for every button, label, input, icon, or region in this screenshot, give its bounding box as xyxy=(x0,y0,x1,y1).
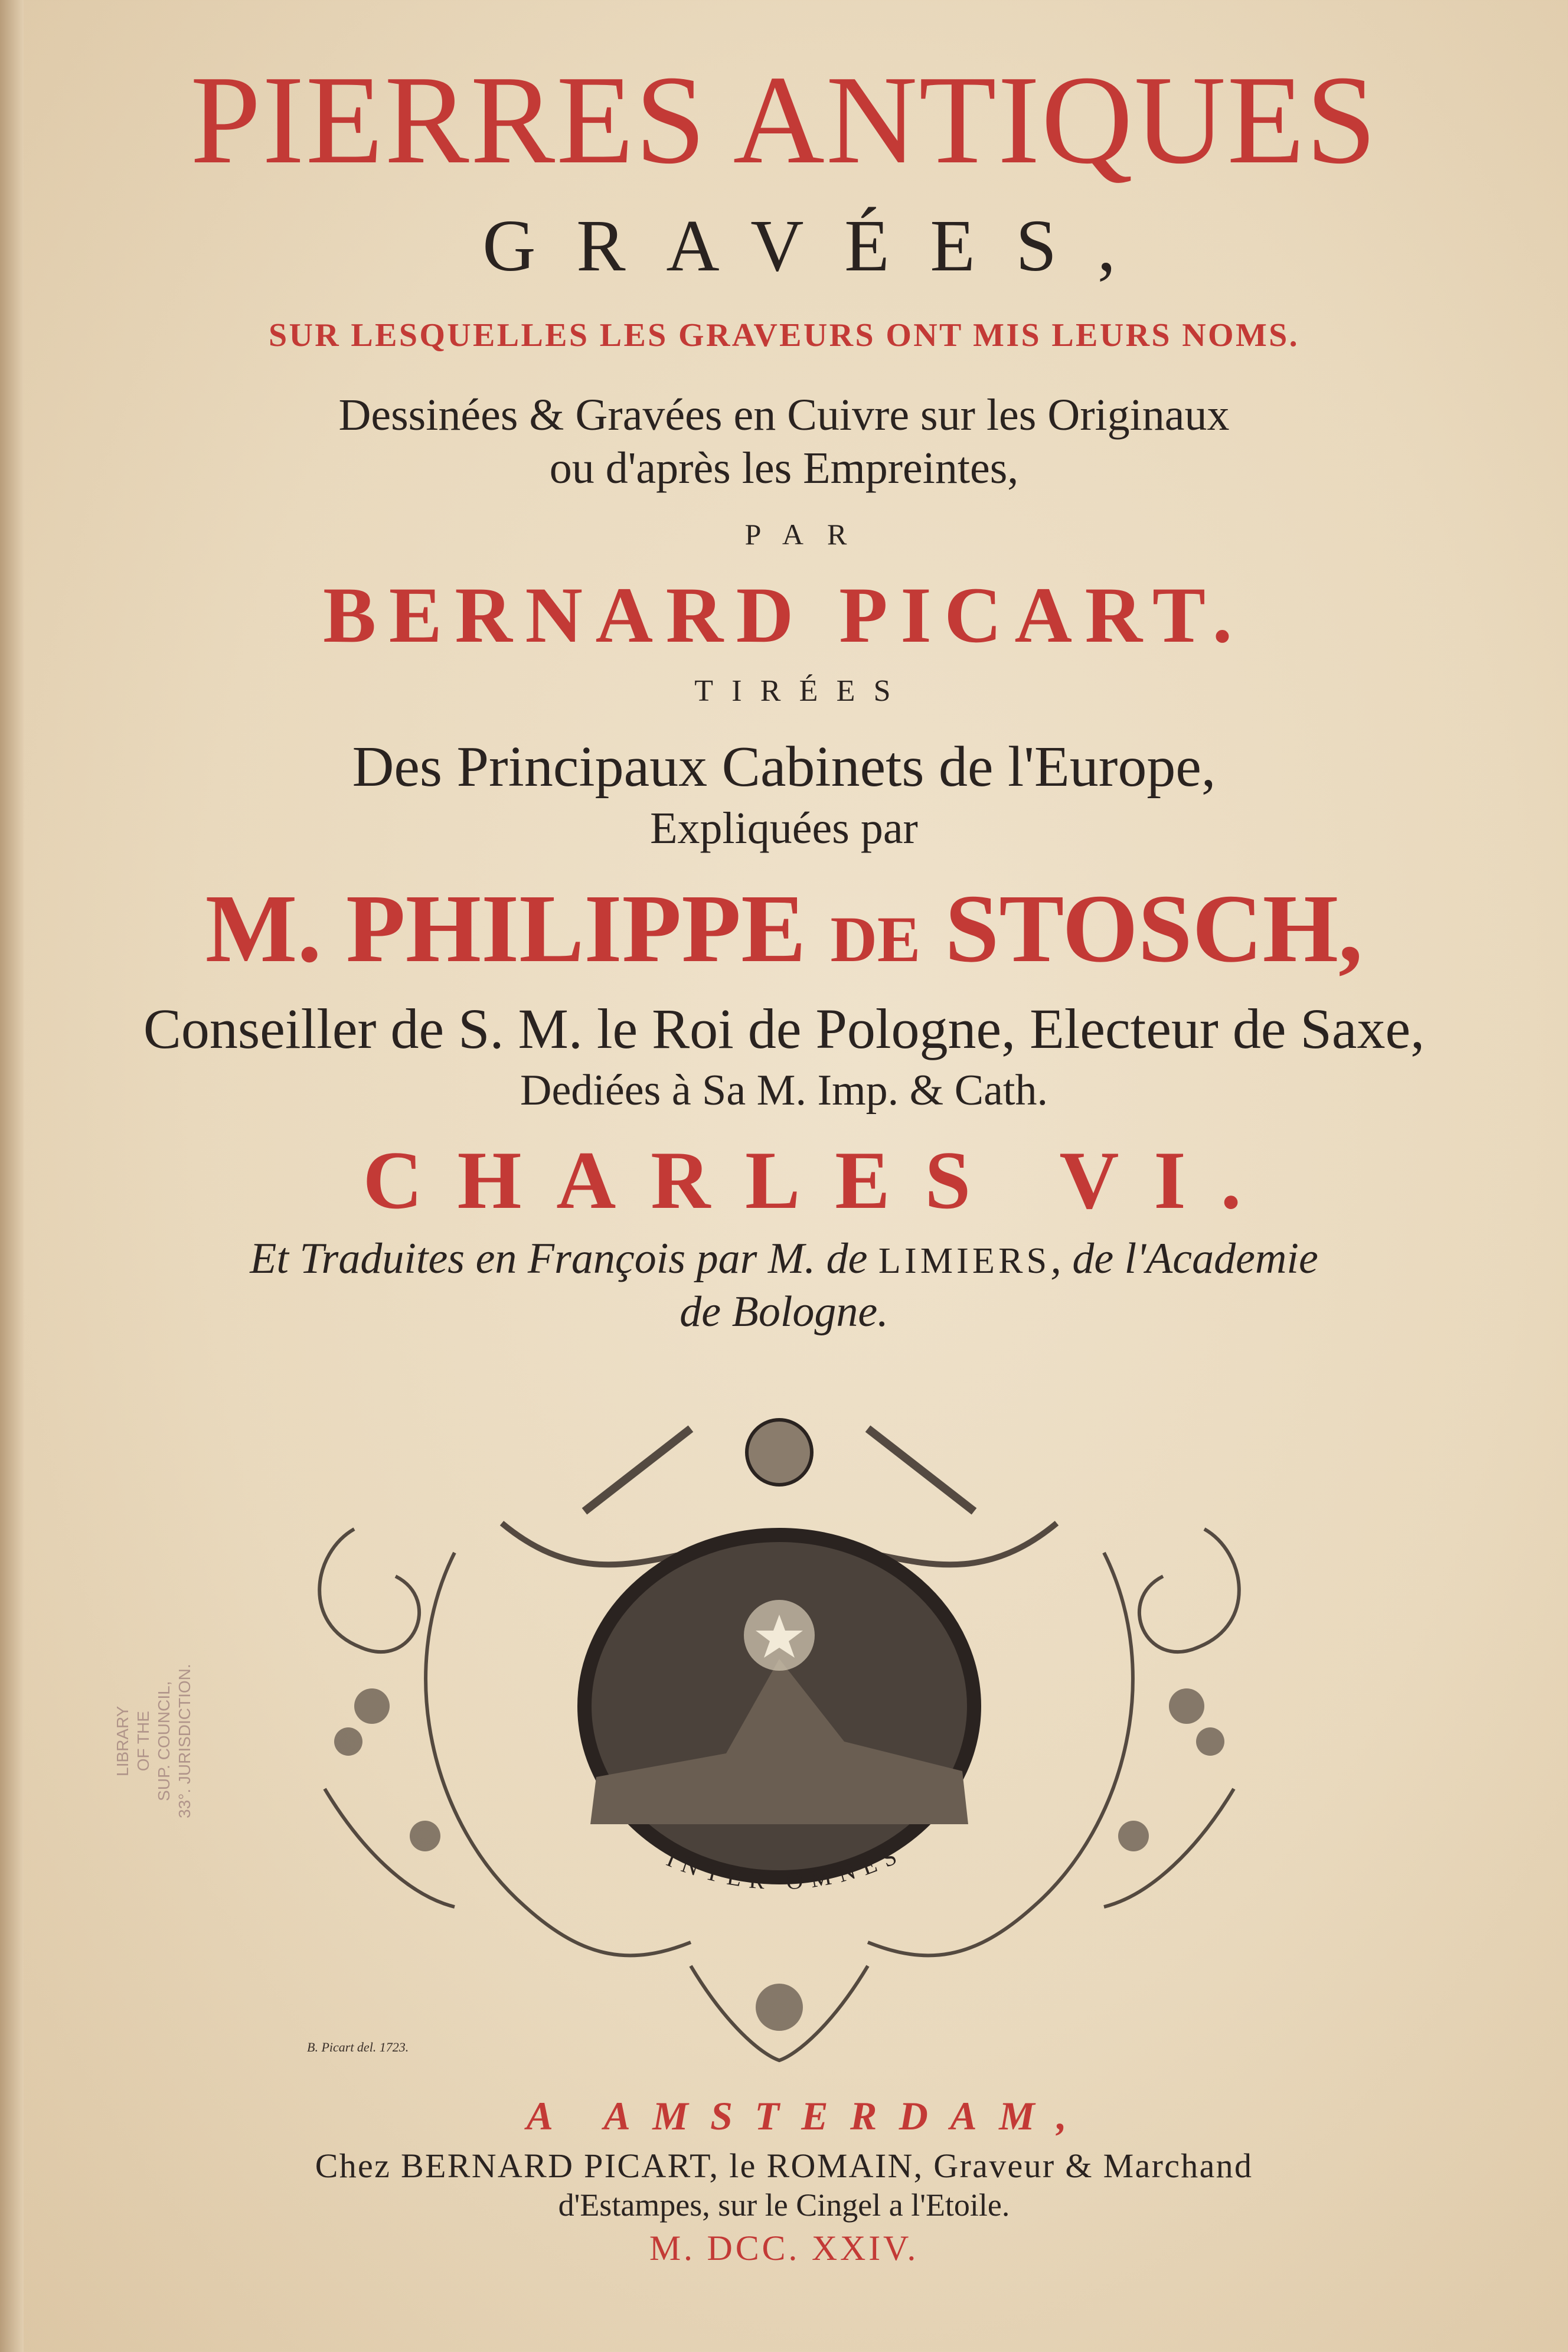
vignette-engraving xyxy=(277,1376,1281,2072)
engraver-signature: B. Picart del. 1723. xyxy=(307,2040,409,2054)
stamp-line: LIBRARY xyxy=(113,1706,132,1776)
stosch-title: Conseiller de S. M. le Roi de Pologne, Electeur de Saxe, xyxy=(143,997,1425,1060)
translator: LIMIERS xyxy=(878,1241,1051,1281)
motto: INTER OMNES xyxy=(663,1839,909,1895)
tirees: TIRÉES xyxy=(694,674,909,708)
dedication: Dediées à Sa M. Imp. & Cath. xyxy=(520,1066,1048,1115)
title-graves: GRAVÉES, xyxy=(482,205,1157,287)
imprint-date: M. DCC. XXIV. xyxy=(649,2229,919,2268)
description-2: ou d'après les Empreintes, xyxy=(549,443,1019,493)
explained-by: Expliquées par xyxy=(650,803,918,853)
stosch-part1: M. PHILIPPE xyxy=(205,874,831,982)
author-stosch xyxy=(0,874,1568,982)
imprint-address: d'Estampes, sur le Cingel a l'Etoile. xyxy=(558,2187,1010,2223)
stamp-line: SUP. COUNCIL, xyxy=(155,1681,173,1801)
stosch-part2: STOSCH, xyxy=(920,874,1363,982)
dedicatee: CHARLES VI. xyxy=(362,1135,1276,1226)
stamp-line: 33°. JURISDICTION. xyxy=(175,1664,194,1818)
translation-line xyxy=(0,1234,1568,1283)
title-main: PIERRES ANTIQUES xyxy=(190,49,1378,190)
description-1: Dessinées & Gravées en Cuivre sur les Originaux xyxy=(338,390,1230,440)
library-stamp xyxy=(112,1664,195,1818)
translation-line-2: de Bologne. xyxy=(680,1288,888,1336)
author-picart: BERNARD PICART. xyxy=(323,571,1245,659)
subtitle: SUR LESQUELLES LES GRAVEURS ONT MIS LEURS NOMS. xyxy=(268,317,1300,354)
imprint-publisher: Chez BERNARD PICART, le ROMAIN, Graveur & Marchand xyxy=(315,2147,1253,2185)
translation-part2: , de l'Academie xyxy=(1050,1234,1318,1283)
stosch-de: DE xyxy=(830,903,921,975)
par: PAR xyxy=(744,518,871,551)
scroll-right xyxy=(1139,1529,1239,1652)
scroll-left xyxy=(319,1529,419,1652)
translation-part1: Et Traduites en François par M. de xyxy=(250,1234,878,1283)
face-medallion xyxy=(747,1420,812,1485)
imprint-city: A AMSTERDAM, xyxy=(526,2093,1089,2138)
stamp-line: OF THE xyxy=(134,1711,152,1772)
source-line: Des Principaux Cabinets de l'Europe, xyxy=(352,735,1216,799)
